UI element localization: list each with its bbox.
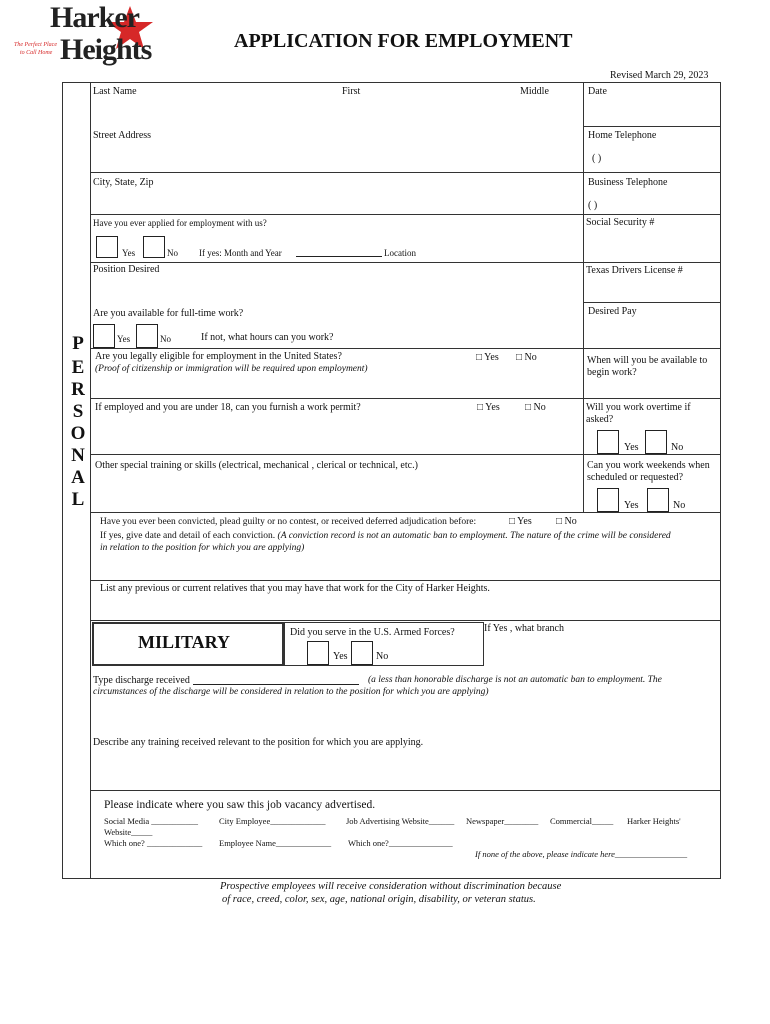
overtime-question-line2: asked?: [586, 414, 614, 425]
discharge-note-line2: circumstances of the discharge will be considered in relation to the position for which you are applying): [93, 687, 489, 697]
row-line: [90, 512, 721, 513]
home-telephone-paren: ( ): [592, 153, 602, 164]
conviction-detail-note-line2: in relation to the position for which you are applying): [100, 543, 305, 553]
fulltime-no-label: No: [160, 334, 171, 344]
letter-s: S: [72, 401, 84, 422]
fulltime-yes-label: Yes: [117, 334, 131, 344]
first-name-label: First: [342, 86, 361, 97]
logo-line1: Harker: [50, 1, 139, 34]
eligible-question: Are you legally eligible for employment in the United States?: [95, 351, 342, 362]
availability-label-line2: begin work?: [587, 367, 637, 378]
vacancy-which-one-1[interactable]: Which one? _____________: [104, 838, 203, 848]
right-column-divider: [583, 82, 584, 512]
row-line: [583, 126, 721, 127]
personal-divider: [90, 82, 91, 879]
military-no-checkbox[interactable]: [351, 641, 373, 665]
street-address-label: Street Address: [93, 130, 152, 141]
applied-no-checkbox[interactable]: [143, 236, 165, 258]
date-label: Date: [588, 86, 607, 97]
eligible-yes-option[interactable]: □ Yes: [476, 352, 499, 363]
weekends-no-label: No: [673, 500, 686, 511]
letter-e: E: [71, 357, 85, 378]
letter-o: O: [70, 423, 86, 444]
weekends-no-checkbox[interactable]: [647, 488, 669, 512]
vacancy-title: Please indicate where you saw this job vacancy advertised.: [104, 799, 376, 811]
business-telephone-paren: ( ): [588, 200, 598, 211]
footer-line1: Prospective employees will receive consideration without discrimination because: [220, 881, 562, 892]
applied-yes-checkbox[interactable]: [96, 236, 118, 258]
business-telephone-label: Business Telephone: [588, 177, 668, 188]
vacancy-commercial[interactable]: Commercial_____: [550, 816, 614, 826]
fulltime-question: Are you available for full-time work?: [93, 308, 244, 319]
row-line: [90, 262, 721, 263]
applied-yes-label: Yes: [122, 248, 136, 258]
weekends-yes-checkbox[interactable]: [597, 488, 619, 512]
overtime-yes-label: Yes: [624, 442, 639, 453]
vacancy-social-media[interactable]: Social Media ___________: [104, 816, 198, 826]
military-no-label: No: [376, 651, 389, 662]
letter-n: N: [71, 445, 85, 466]
overtime-question: Will you work overtime if: [586, 402, 691, 413]
vacancy-job-website[interactable]: Job Advertising Website______: [346, 816, 455, 826]
row-line: [90, 790, 721, 791]
letter-r: R: [71, 379, 85, 400]
revised-date: Revised March 29, 2023: [610, 70, 709, 81]
home-telephone-label: Home Telephone: [588, 130, 657, 141]
row-line: [583, 302, 721, 303]
logo-tagline2: to Call Home: [20, 50, 53, 56]
row-line: [90, 580, 721, 581]
vacancy-website[interactable]: Website_____: [104, 827, 153, 837]
last-name-label: Last Name: [93, 86, 137, 97]
vacancy-city-employee[interactable]: City Employee_____________: [219, 816, 326, 826]
military-branch-label: If Yes , what branch: [484, 623, 564, 634]
hours-question: If not, what hours can you work?: [201, 332, 334, 343]
footer-line2: of race, creed, color, sex, age, national origin, disability, or veteran status.: [222, 894, 536, 905]
conviction-question: Have you ever been convicted, plead guilty or no contest, or received deferred adjudication before:: [100, 517, 477, 527]
location-label: Location: [384, 248, 416, 258]
letter-a: A: [71, 467, 85, 488]
city-logo: [14, 2, 154, 74]
weekends-question: Can you work weekends when: [587, 460, 710, 471]
vacancy-which-one-2[interactable]: Which one?_______________: [348, 838, 453, 848]
letter-l: L: [71, 489, 85, 510]
desired-pay-label: Desired Pay: [588, 306, 637, 317]
conviction-detail: [100, 530, 671, 542]
eligible-note: (Proof of citizenship or immigration will be required upon employment): [95, 364, 368, 374]
weekends-yes-label: Yes: [624, 500, 639, 511]
city-state-zip-label: City, State, Zip: [93, 177, 154, 188]
row-line: [90, 214, 721, 215]
month-year-field[interactable]: [296, 256, 382, 257]
weekends-question-line2: scheduled or requested?: [587, 472, 684, 483]
if-yes-month-year-label: If yes: Month and Year: [199, 248, 282, 258]
military-served-question: Did you serve in the U.S. Armed Forces?: [290, 627, 455, 638]
row-line: [90, 454, 721, 455]
row-line: [90, 348, 721, 349]
eligible-no-option[interactable]: □ No: [516, 352, 537, 363]
applied-before-question: Have you ever applied for employment with us?: [93, 218, 267, 228]
discharge-field[interactable]: [193, 684, 359, 685]
middle-name-label: Middle: [520, 86, 549, 97]
applied-no-label: No: [167, 248, 178, 258]
relatives-question: List any previous or current relatives that you may have that work for the City of Harker Heights.: [100, 583, 490, 594]
conviction-detail-note: (A conviction record is not an automatic ban to employment. The nature of the crime will be considered: [277, 531, 671, 541]
logo-line2: Heights: [60, 33, 152, 66]
social-security-label: Social Security #: [586, 217, 655, 228]
row-line: [90, 398, 721, 399]
vacancy-hh-website: Harker Heights': [627, 816, 681, 826]
overtime-yes-checkbox[interactable]: [597, 430, 619, 454]
row-line: [90, 172, 721, 173]
training-question: Describe any training received relevant to the position for which you are applying.: [93, 737, 424, 748]
discharge-note: (a less than honorable discharge is not an automatic ban to employment. The: [368, 675, 662, 685]
texas-license-label: Texas Drivers License #: [586, 265, 683, 276]
letter-p: P: [72, 333, 84, 354]
page-title: APPLICATION FOR EMPLOYMENT: [234, 30, 573, 52]
work-permit-question: If employed and you are under 18, can you furnish a work permit?: [95, 402, 361, 413]
position-desired-label: Position Desired: [93, 264, 160, 275]
military-title: MILITARY: [138, 632, 231, 652]
row-line: [90, 620, 721, 621]
military-yes-label: Yes: [333, 651, 348, 662]
availability-label: When will you be available to: [587, 355, 708, 366]
overtime-no-checkbox[interactable]: [645, 430, 667, 454]
vacancy-none-above[interactable]: If none of the above, please indicate here_________________: [475, 849, 688, 859]
vacancy-employee-name[interactable]: Employee Name_____________: [219, 838, 332, 848]
military-yes-checkbox[interactable]: [307, 641, 329, 665]
skills-question: Other special training or skills (electrical, mechanical , clerical or technical, etc.): [95, 460, 418, 471]
overtime-no-label: No: [671, 442, 684, 453]
vacancy-newspaper[interactable]: Newspaper________: [466, 816, 539, 826]
fulltime-yes-checkbox[interactable]: [93, 324, 115, 348]
discharge-label: Type discharge received: [93, 675, 190, 686]
conviction-yes-option[interactable]: □ Yes: [509, 516, 532, 527]
permit-yes-option[interactable]: □ Yes: [477, 402, 500, 413]
permit-no-option[interactable]: □ No: [525, 402, 546, 413]
conviction-no-option[interactable]: □ No: [556, 516, 577, 527]
logo-tagline1: The Perfect Place: [14, 42, 57, 48]
fulltime-no-checkbox[interactable]: [136, 324, 158, 348]
conviction-detail-prefix: If yes, give date and detail of each conviction.: [100, 531, 276, 541]
